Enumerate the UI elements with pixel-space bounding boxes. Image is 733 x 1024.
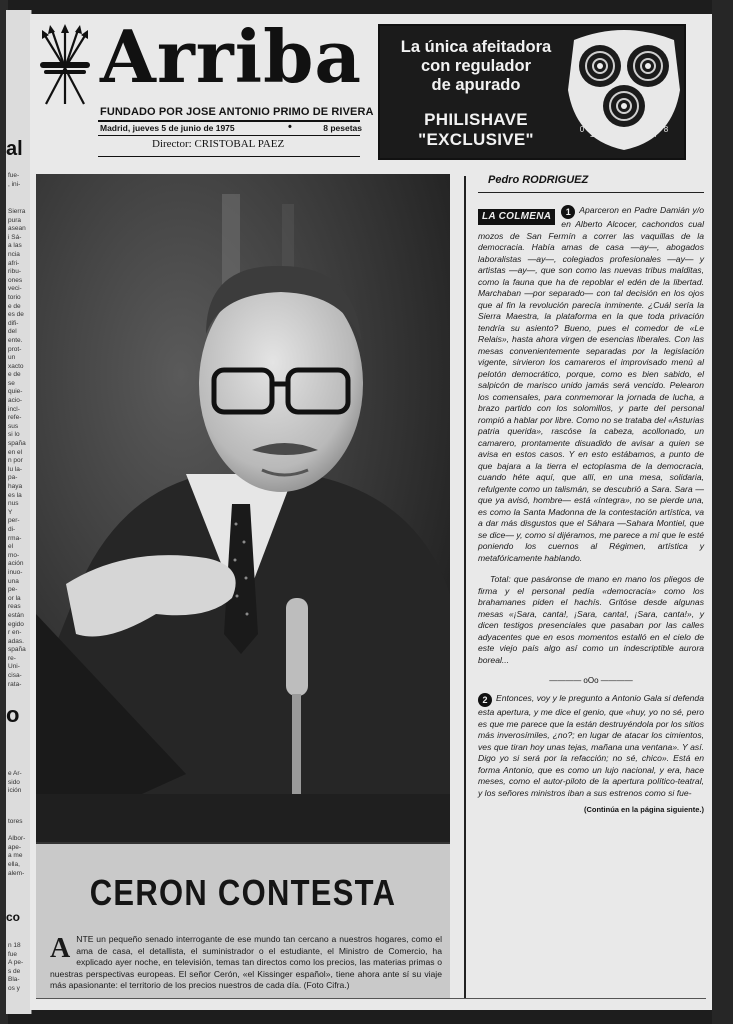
continued-next-page: (Continúa en la página siguiente.): [583, 805, 704, 814]
prev-page-text: fue- , ini-: [8, 172, 21, 188]
column-divider: [464, 176, 466, 998]
caption-text: NTE un pequeño senado interrogante de ese mundo tan cercano a nuestros hogares, como el ama de casa, el detallista, el suministrador o el estudiante, el Ministro de Comercio, ha explicado ayer noche, en televisión, temas tan directos como los precios, las materias primas o nuestras perspectivas europeas. El señor Cerón, «el Kissinger español», tiene ahora ante sí su viaje más apasionante: el territorio de los precios nuestros de cada día. (Foto Cifra.): [50, 934, 442, 991]
photo-caption: [50, 934, 442, 992]
prev-page-text: tores Albor- ape- a me ella, alem-: [8, 818, 26, 877]
headline-box: [36, 842, 450, 998]
ad-slogan-line: La única afeitadora: [400, 38, 552, 56]
item-number-badge: 1: [561, 205, 575, 219]
prev-page-text: e Ar- sido ición: [8, 770, 22, 795]
director-line: Director: CRISTOBAL PAEZ: [152, 138, 285, 150]
masthead-rule: [98, 120, 360, 122]
section-logo-la-colmena: LA COLMENA: [478, 209, 555, 225]
newspaper-logo: Arriba: [100, 14, 363, 99]
issue-date: Madrid, jueves 5 de junio de 1975: [100, 123, 235, 133]
bottom-rule: [36, 998, 706, 999]
separator-ornament: ———— oOo ————: [549, 676, 633, 685]
page-binding-right: [712, 0, 733, 1024]
previous-page-edge: [6, 10, 32, 1014]
founded-by-line: FUNDADO POR JOSE ANTONIO PRIMO DE RIVERA: [100, 106, 374, 118]
lead-photograph: [36, 174, 450, 842]
byline-rule: [478, 192, 704, 193]
dial-number: 2: [599, 134, 605, 143]
prev-page-text: n 18 fue A pe- s de Bla- os y: [8, 942, 24, 992]
dial-number: 6: [643, 134, 649, 143]
paragraph-text: Entonces, voy y le pregunto a Antonio Gala si defenda esta apertura, y me dice el genio, que «huy, yo no sé, pero es que me parece que la están destruyéndola por los sitios más inverosímiles, ¿no?; en lugar de atacar los cimientos, ves que tiran hoy unas tejas, mañana una ventana». Y así. Digo yo si será por la refacción; no sé, chico». Está en forma Antonio, que es como un lujo nacional, y era, hace meses, como el autor-piloto de la apertura político-teatral, y los señores ministros iban a sus estrenos como si fue-: [478, 693, 704, 798]
prev-page-text: Sierra pura asean i Sá- a las ncia afri- ribu- ones veci- torio e de es de difi- del ente. prot- un xacto e de se quie- acio- incl- refe- sus si lo spaña en el n por lu la- pa- haya es la nus Y per- di- rma- el mo- ación inuo- una pe- or la reas están egido r en- adas. spaña re- Uni- cisa- rata-: [8, 208, 26, 688]
dial-number: 4: [621, 138, 627, 147]
ad-slogan: [382, 38, 570, 95]
prev-page-heading: co: [6, 910, 21, 924]
masthead-rule: [98, 135, 360, 136]
column-paragraph: Total: que pasáronse de mano en mano los pliegos de firma y el personal pedía «democracia» como los brahamanes piden el hachís. Gritóse desde algunas mesas «¡Sara, canta!, ¡Sara, canta!, ¡Sara, canta!», y dicen testigos presenciales que pasaban por las calles adyacentes que en esos momentos estalló en el cielo de este viejo país algo así como un indescriptible aurora boreal...: [478, 574, 704, 665]
ad-slogan-line: de apurado: [431, 76, 521, 94]
column-paragraph: [478, 205, 704, 564]
prev-page-heading: o: [6, 702, 20, 727]
ad-brand: [382, 110, 570, 150]
dial-number: 8: [663, 125, 669, 134]
item-number-badge: 2: [478, 693, 492, 707]
dial-number: 0: [579, 125, 585, 134]
issue-price: 8 pesetas: [323, 123, 362, 133]
newspaper-front-page: [30, 14, 714, 1010]
column-paragraph: [478, 693, 704, 799]
dial-number: 5: [632, 137, 638, 146]
paragraph-text: Aparceron en Padre Damián y/o en Alberto Alcocer, cachondos cual mozos de San Fermín a correr las vaquillas de la democracia. Había amas de casa —ay—, abogados laboralistas —ay—, colegiados profesionales —ay— y artistas —ay—, que son como las nuevas tribus malditas, como la fauna que ha de repoblar el edén de la libertad. Marchaban —por separado— con tal decisión en los ojos que al fin la revolución parecía inminente. ¿Cuál sería la Sierra Maestra, la plataforma en la que toda privación tendría su asiento? Bueno, pues el comedor de «Le Relais», hasta ahora virgen de esencias liberales. Con las mesas convenientemente separadas por la legislación vigente, sirvieron los camareros el improvisado menú al pelotón democrático, porque, como es bien sabido, el salpicón de marisco unido jamás será vencido. Pelearon los comensales, para conmemorar la jornada de lucha, a brazo partido con los solomillos, y parte del personal rompió a hablar por libre. Como no se trataba del «Asturias patria querida», rascóse la cabeza, acollonado, un camarero, prontamente disuadido de avisar a quien se avisa en estos casos. Y en esto estábamos, a punto de que bajara a la tierra el ectoplasma de la democracia, cuando héte aquí, que allí, en una mesa, solidaria, refulgente como un talismán, se descubrió a Sara. Sara —que ya avisó, hombre— está «íntegra», no se pierde una, es como la Santa Madonna de la contestación artística, va a dar más disgustos que el Sáhara —Sahara Montiel, que se dice— y, como si dijéramos, me parece a mí que le esté poniendo los cuernos al Régimen, artística y metafóricamente hablando.: [478, 205, 704, 563]
section-separator: [478, 676, 704, 685]
masthead-rule: [98, 156, 360, 157]
prev-page-heading: al: [6, 138, 23, 160]
dial-number: 7: [653, 130, 659, 139]
philishave-advertisement: [378, 24, 686, 160]
column-byline: Pedro RODRIGUEZ: [488, 174, 589, 186]
ad-brand-name: PHILISHAVE: [424, 110, 528, 129]
dial-number: 3: [610, 137, 616, 146]
dateline: [100, 123, 362, 133]
main-headline: CERON CONTESTA: [89, 872, 397, 913]
opinion-column: [478, 174, 704, 814]
bullet-separator: •: [288, 121, 292, 133]
shaver-head-icon: [564, 28, 684, 158]
portrait-illustration: [36, 174, 450, 842]
ad-slogan-line: con regulador: [420, 57, 531, 75]
dial-number: 1: [589, 130, 595, 139]
caption-drop-cap: A: [50, 933, 71, 964]
yoke-and-arrows-icon: [36, 24, 94, 110]
ad-model-name: "EXCLUSIVE": [418, 130, 534, 149]
